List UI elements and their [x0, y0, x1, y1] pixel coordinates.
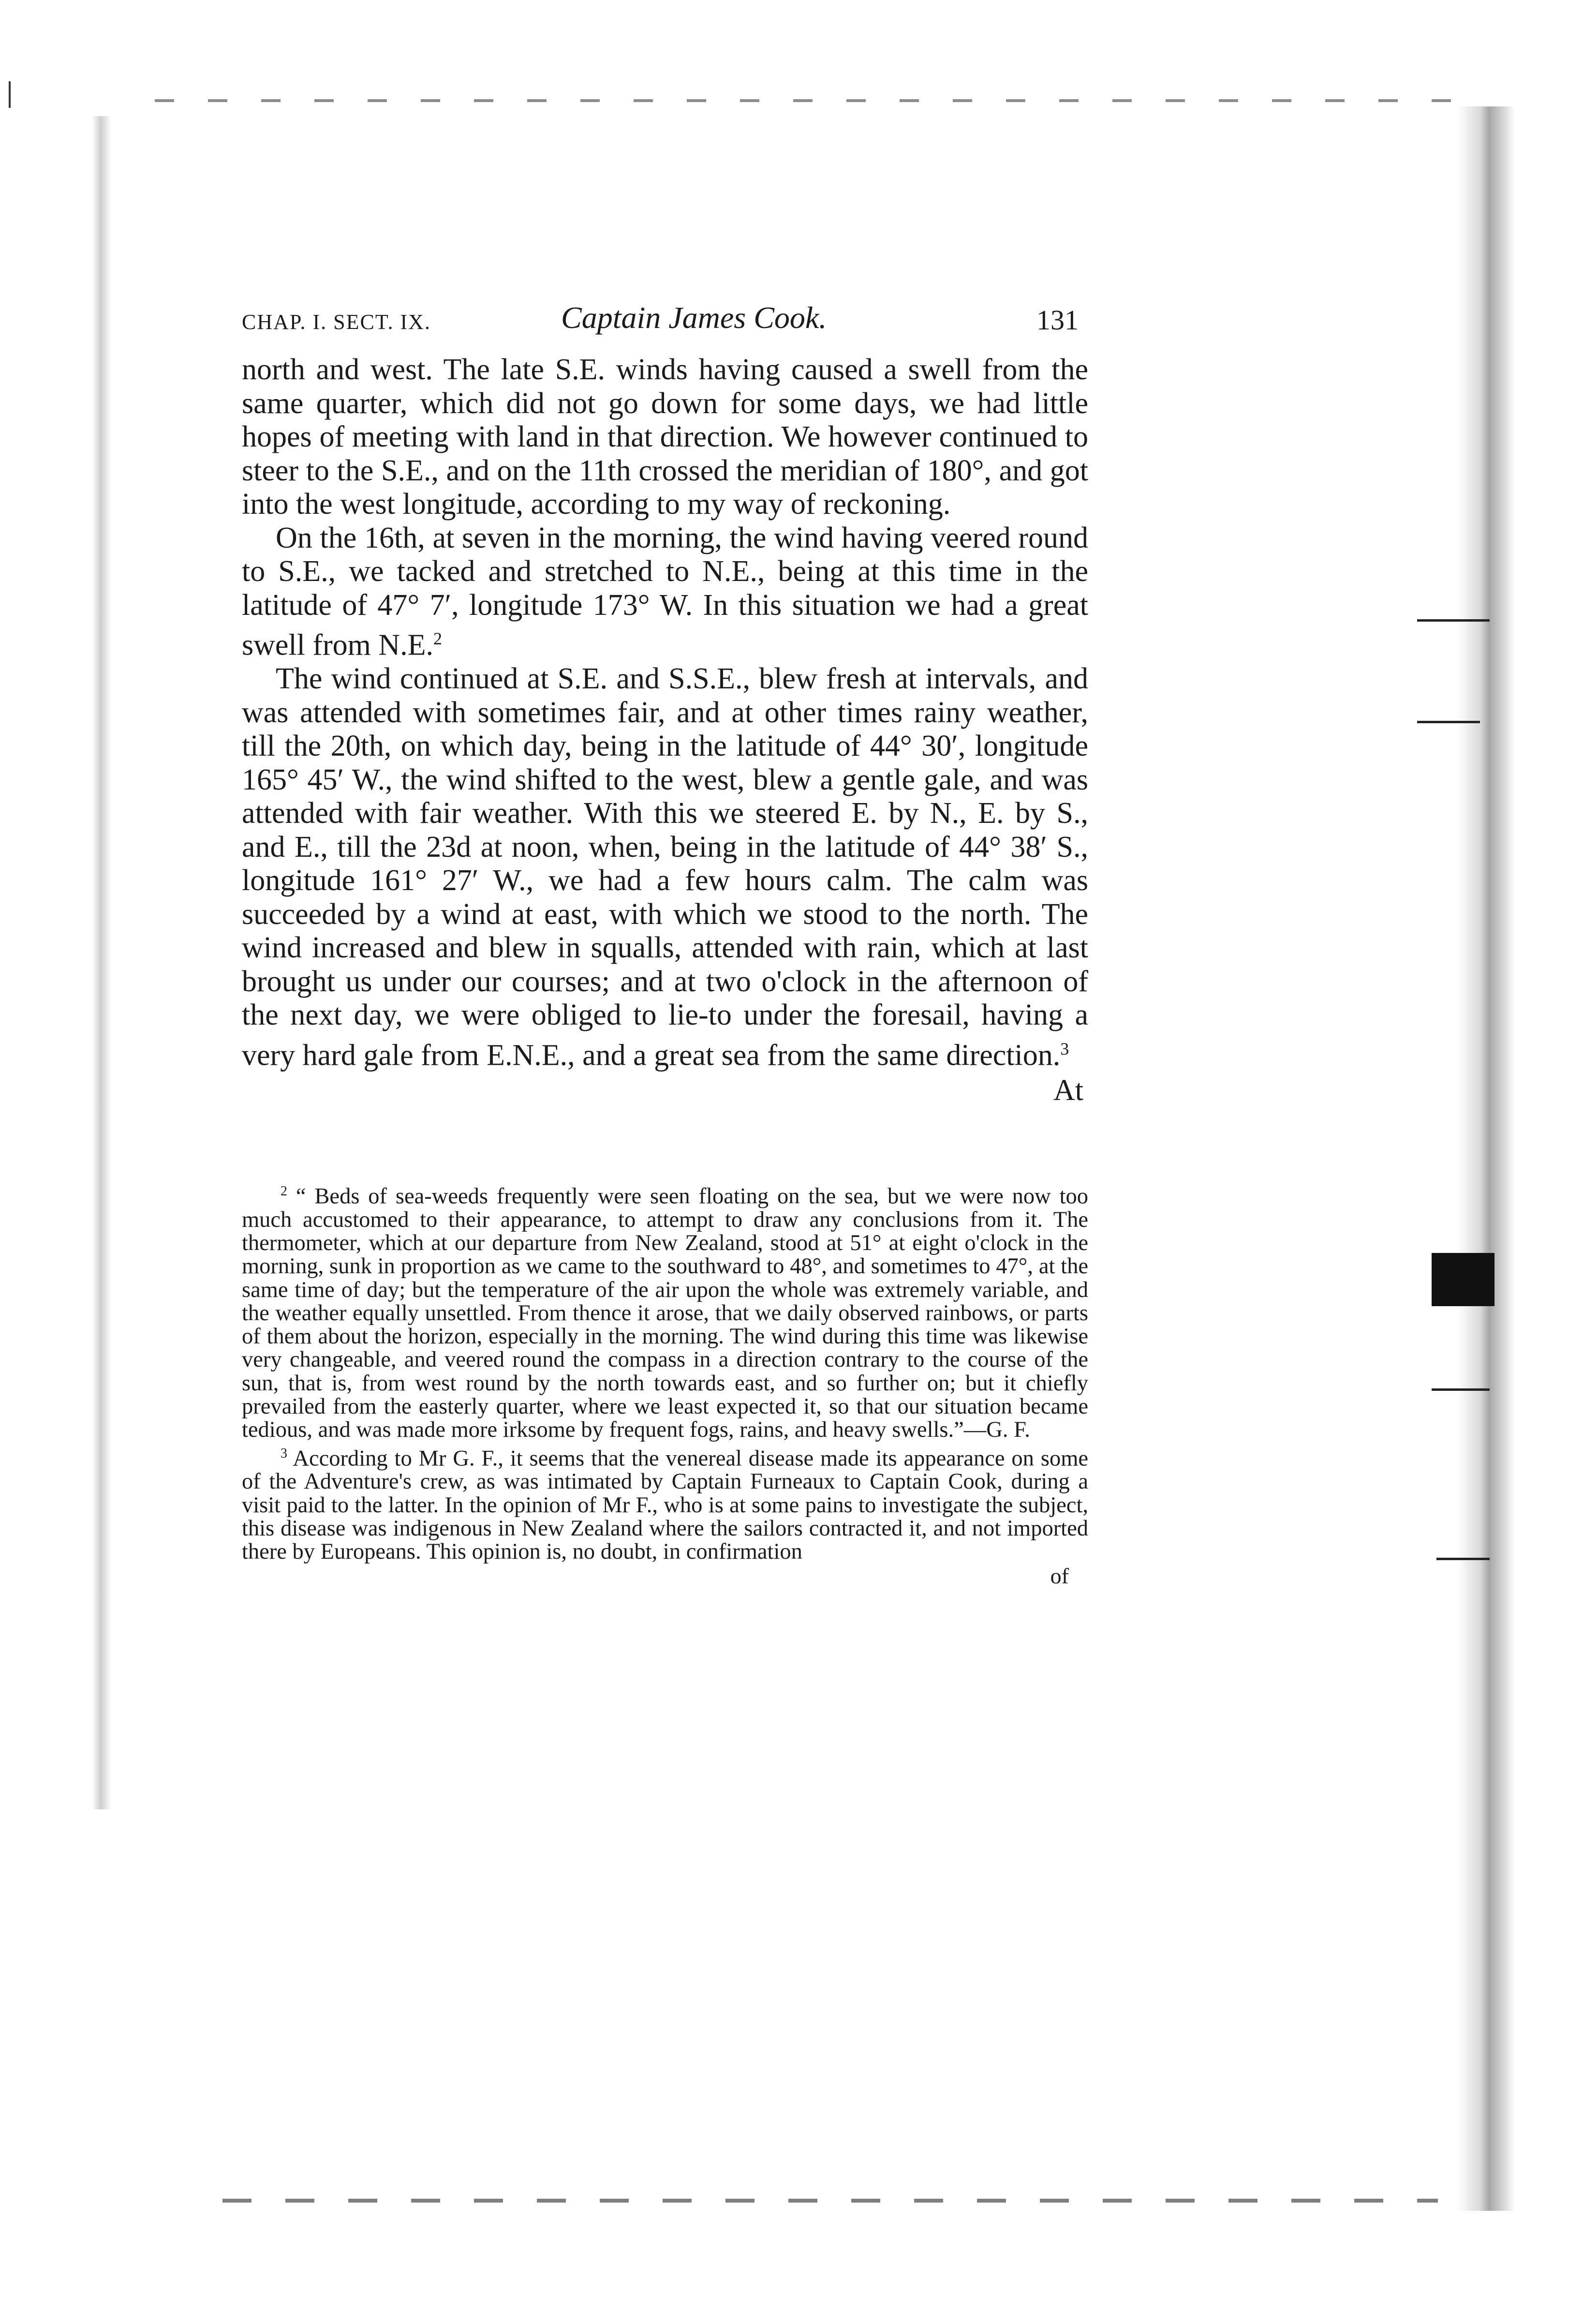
- paragraph: [242, 662, 1088, 1073]
- chapter-section-label: CHAP. I. SECT. IX.: [242, 310, 431, 334]
- scan-dark-tab: [1432, 1253, 1494, 1306]
- footnote-marker: 2: [281, 1183, 287, 1199]
- footnote-reference: 2: [433, 629, 443, 648]
- paragraph: [242, 353, 1088, 521]
- running-title: Captain James Cook.: [561, 300, 827, 335]
- footnote: [242, 1442, 1088, 1564]
- scan-gutter-shadow-right: [1457, 106, 1515, 2211]
- scan-bottom-edge: [222, 2199, 1438, 2203]
- book-page: [242, 300, 1088, 1588]
- running-head: [242, 300, 1088, 343]
- page-number: 131: [1036, 304, 1079, 336]
- scan-edge-rule: [1432, 1388, 1490, 1391]
- footnote-text: According to Mr G. F., it seems that the venereal disease made its appearance on some of the Adventure's crew, as was intimated by Captain Furneaux to Captain Cook, during a visit paid to the latter. In the opinion of Mr F., who is at some pains to investigate the subject, this disease was indigenous in New Zealand where the sailors contracted it, and not imported there by Europeans. This opinion is, no doubt, in confirmation: [242, 1446, 1089, 1564]
- scan-edge-rule: [1436, 1558, 1490, 1560]
- scan-edge-rule: [1417, 619, 1490, 622]
- scan-margin-mark: [9, 81, 11, 108]
- paragraph-text: On the 16th, at seven in the morning, the wind having veered round to S.E., we tacked and stretched to N.E., being at this time in the latitude of 47° 7′, longitude 173° W. In this situation we had a great swell from N.E.: [242, 521, 1088, 662]
- paragraph-text: north and west. The late S.E. winds having caused a swell from the same quarter, which did not go down for some days, we had little hopes of meeting with land in that direction. We however continued to steer to the S.E., and on the 11th crossed the meridian of 180°, and got into the west longitude, according to my way of reckoning.: [242, 353, 1088, 521]
- footnotes: [242, 1180, 1088, 1588]
- footnote-catchword: of: [1050, 1563, 1069, 1588]
- footnote-marker: 3: [281, 1445, 287, 1461]
- scan-top-edge: [155, 99, 1457, 102]
- footnote-reference: 3: [1060, 1039, 1069, 1058]
- footnote-text: “ Beds of sea-weeds frequently were seen floating on the sea, but we were now too much accustomed to their appearance, to attempt to draw any conclusions from it. The thermometer, which at our departure from New Zealand, stood at 51° at eight o'clock in the morning, sunk in proportion as we came to the southward to 48°, and sometimes to 47°, at the same time of day; but the temperature of the air upon the whole was extremely variable, and the weather equally unsettled. From thence it arose, that we daily observed rainbows, or parts of them about the horizon, especially in the morning. The wind during this time was likewise very changeable, and veered round the compass in a direction contrary to the course of the sun, that is, from west round by the north towards east, and so further on; but it chiefly prevailed from the easterly quarter, where we least expected it, so that our situation became tedious, and was made more irksome by frequent fogs, rains, and heavy swells.”—G. F.: [242, 1184, 1088, 1443]
- paragraph: [242, 521, 1088, 663]
- paragraph-text: The wind continued at S.E. and S.S.E., blew fresh at intervals, and was attended with sometimes fair, and at other times rainy weather, till the 20th, on which day, being in the latitude of 44° 30′, longitude 165° 45′ W., the wind shifted to the west, blew a gentle gale, and was attended with fair weather. With this we steered E. by N., E. by S., and E., till the 23d at noon, when, being in the latitude of 44° 38′ S., longitude 161° 27′ W., we had a few hours calm. The calm was succeeded by a wind at east, with which we stood to the north. The wind increased and blew in squalls, attended with rain, which at last brought us under our courses; and at two o'clock in the afternoon of the next day, we were obliged to lie-to under the foresail, having a very hard gale from E.N.E., and a great sea from the same direction.: [242, 662, 1088, 1072]
- catchword: At: [1053, 1073, 1083, 1107]
- footnote: [242, 1180, 1088, 1442]
- main-text: [242, 353, 1088, 1073]
- scan-edge-rule: [1417, 721, 1480, 723]
- scan-gutter-shadow-left: [92, 116, 111, 1809]
